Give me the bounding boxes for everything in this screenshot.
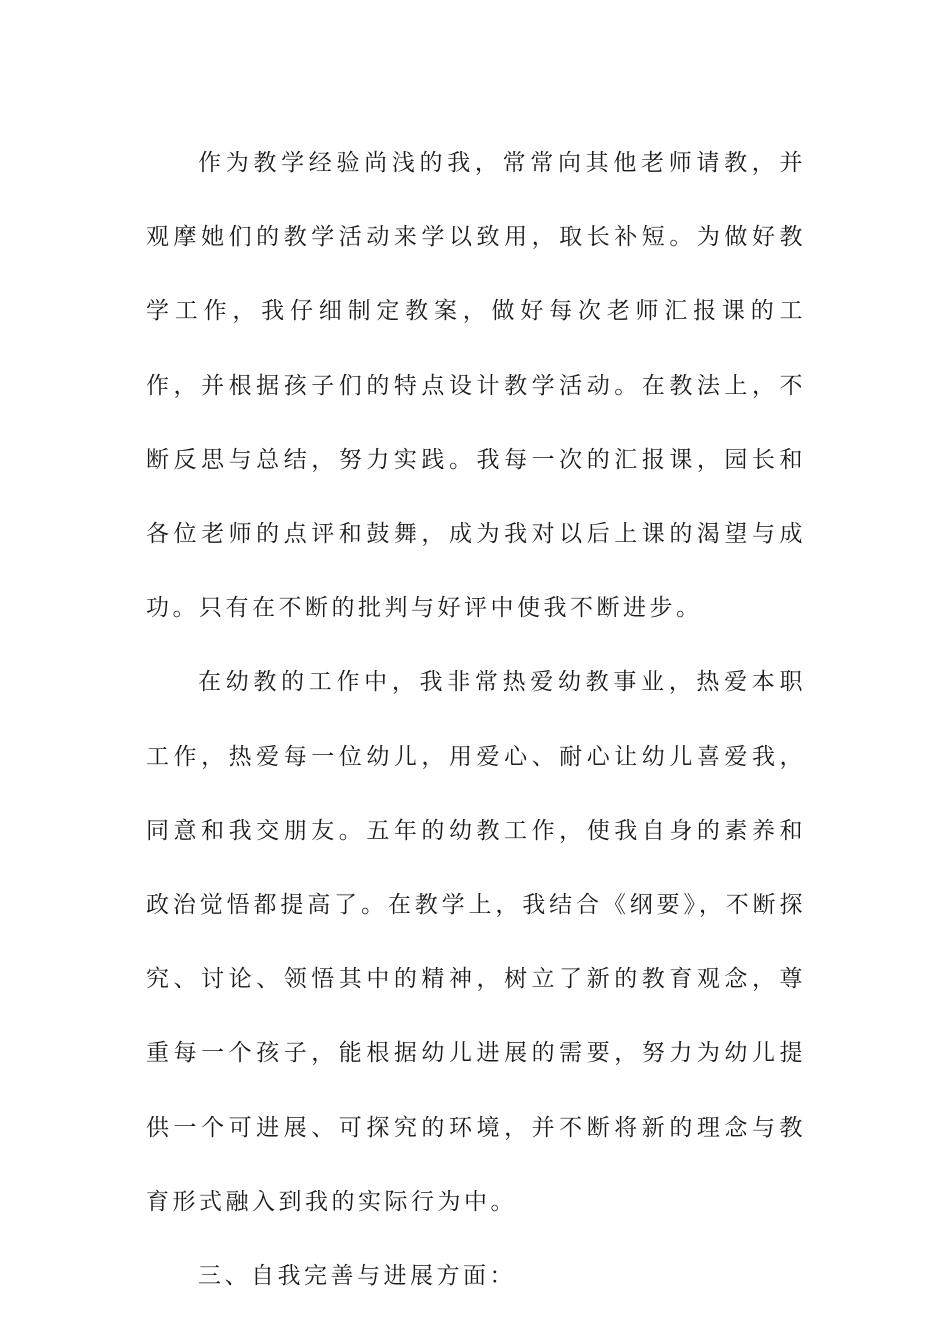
document-body	[146, 126, 806, 1313]
paragraph-kindergarten-work: 在幼教的工作中，我非常热爱幼教事业，热爱本职工作，热爱每一位幼儿，用爱心、耐心让幼儿喜爱我，同意和我交朋友。五年的幼教工作，使我自身的素养和政治觉悟都提高了。在教学上，我结合《纲要》，不断探究、讨论、领悟其中的精神，树立了新的教育观念，尊重每一个孩子，能根据幼儿进展的需要，努力为幼儿提供一个可进展、可探究的环境，并不断将新的理念与教育形式融入到我的实际行为中。	[146, 669, 806, 1215]
paragraph-teaching-experience: 作为教学经验尚浅的我，常常向其他老师请教，并观摩她们的教学活动来学以致用，取长补短。为做好教学工作，我仔细制定教案，做好每次老师汇报课的工作，并根据孩子们的特点设计教学活动。在教法上，不断反思与总结，努力实践。我每一次的汇报课，园长和各位老师的点评和鼓舞，成为我对以后上课的渴望与成功。只有在不断的批判与好评中使我不断进步。	[146, 150, 806, 622]
section-heading-self-improvement: 三、自我完善与进展方面：	[198, 1263, 516, 1290]
